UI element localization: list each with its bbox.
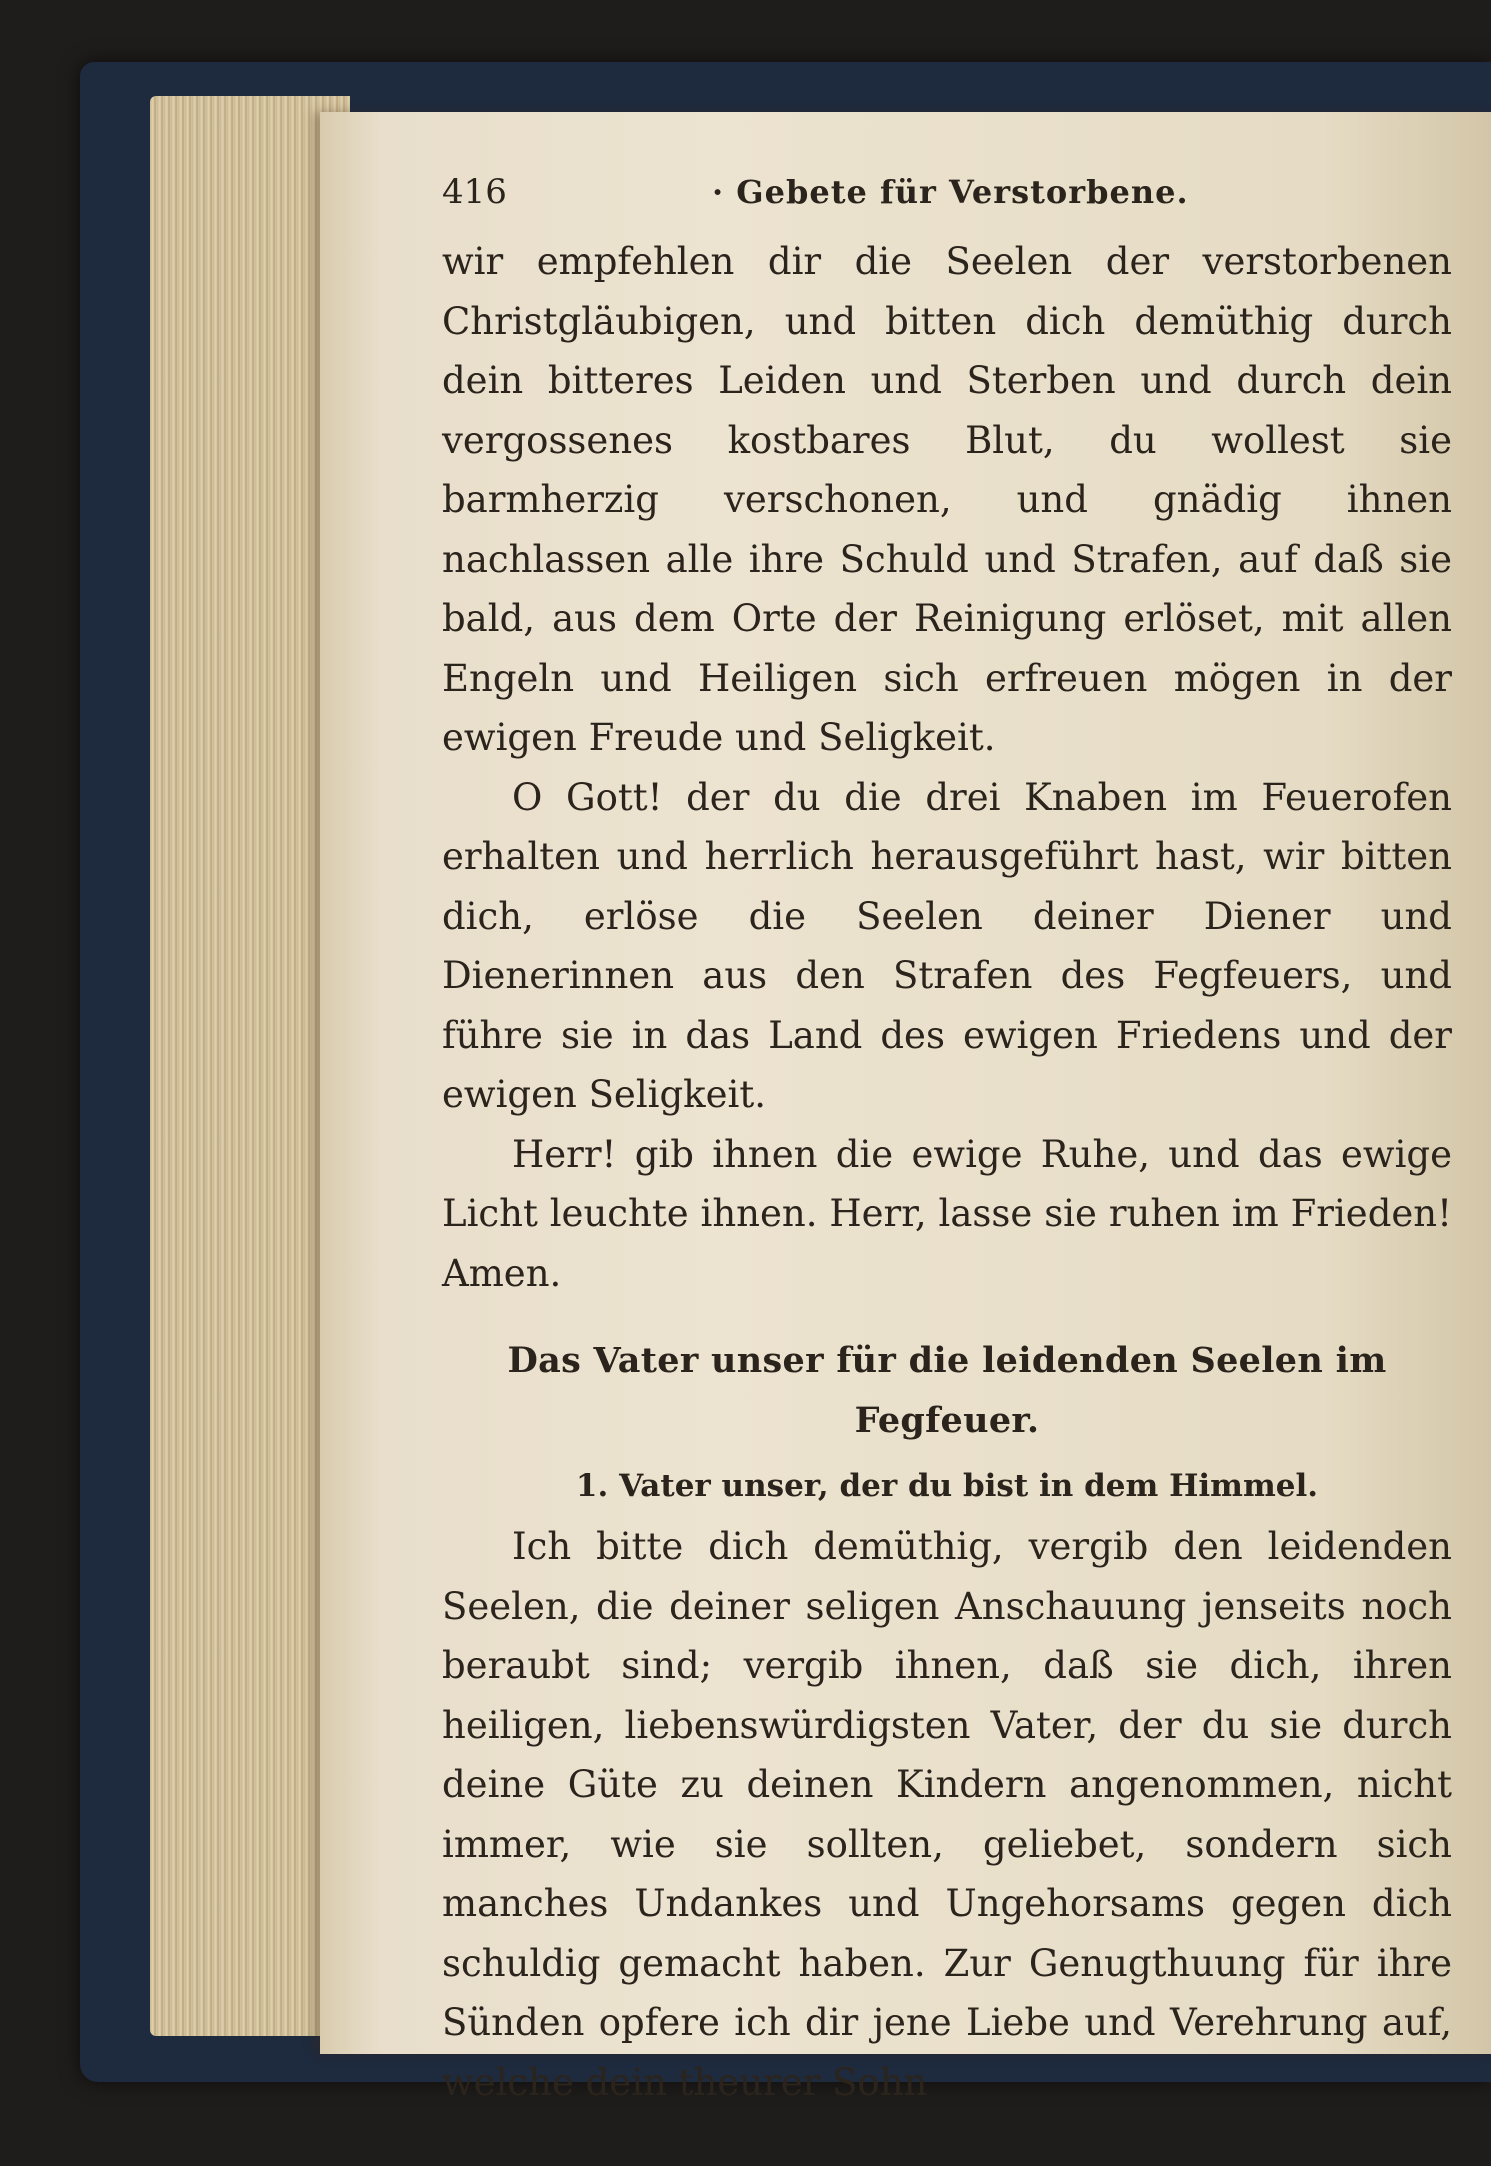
page-header xyxy=(442,172,1452,232)
book-page xyxy=(320,112,1491,2104)
section-title: Das Vater unser für die leidenden Seelen im Fegfeuer. xyxy=(507,1340,1387,1441)
paragraph-3: Herr! gib ihnen die ewige Ruhe, und das ewige Licht leuchte ihnen. Herr, lasse sie ruhen im Frieden! Amen. xyxy=(442,1132,1452,1295)
section-paragraph: Ich bitte dich demüthig, vergib den leidenden Seelen, die deiner seligen Anschauung jenseits noch beraubt sind; vergib ihnen, daß sie dich, ihren heiligen, liebenswürdigsten Vater, der du sie durch deine Güte zu deinen Kindern angenommen, nicht immer, wie sie sollten, geliebet, sondern sich manches Undankes und Ungehorsams gegen dich schuldig gemacht haben. Zur Genugthuung für ihre Sünden opfere ich dir jene Liebe und Verehrung auf, welche dein theurer Sohn xyxy=(442,1525,1452,2104)
running-title: · Gebete für Verstorbene. xyxy=(712,173,1189,211)
text-column xyxy=(442,172,1452,2112)
paragraph-2: O Gott! der du die drei Knaben im Feuerofen erhalten und herrlich herausgeführt hast, wir bitten dich, erlöse die Seelen deiner Diener und Dienerinnen aus den Strafen des Fegfeuers, und führe sie in das Land des ewigen Friedens und der ewigen Seligkeit. xyxy=(442,775,1452,1116)
paragraph-1: wir empfehlen dir die Seelen der verstorbenen Christgläubigen, und bitten dich demüthig durch dein bitteres Leiden und Sterben und durch dein vergossenes kostbares Blut, du wollest sie barmherzig verschonen, und gnädig ihnen nachlassen alle ihre Schuld und Strafen, auf daß sie bald, aus dem Orte der Reinigung erlöset, mit allen Engeln und Heiligen sich erfreuen mögen in der ewigen Freude und Seligkeit. xyxy=(442,240,1452,759)
section-subtitle: 1. Vater unser, der du bist in dem Himmel. xyxy=(575,1468,1319,1504)
page-number: 416 xyxy=(442,172,507,212)
